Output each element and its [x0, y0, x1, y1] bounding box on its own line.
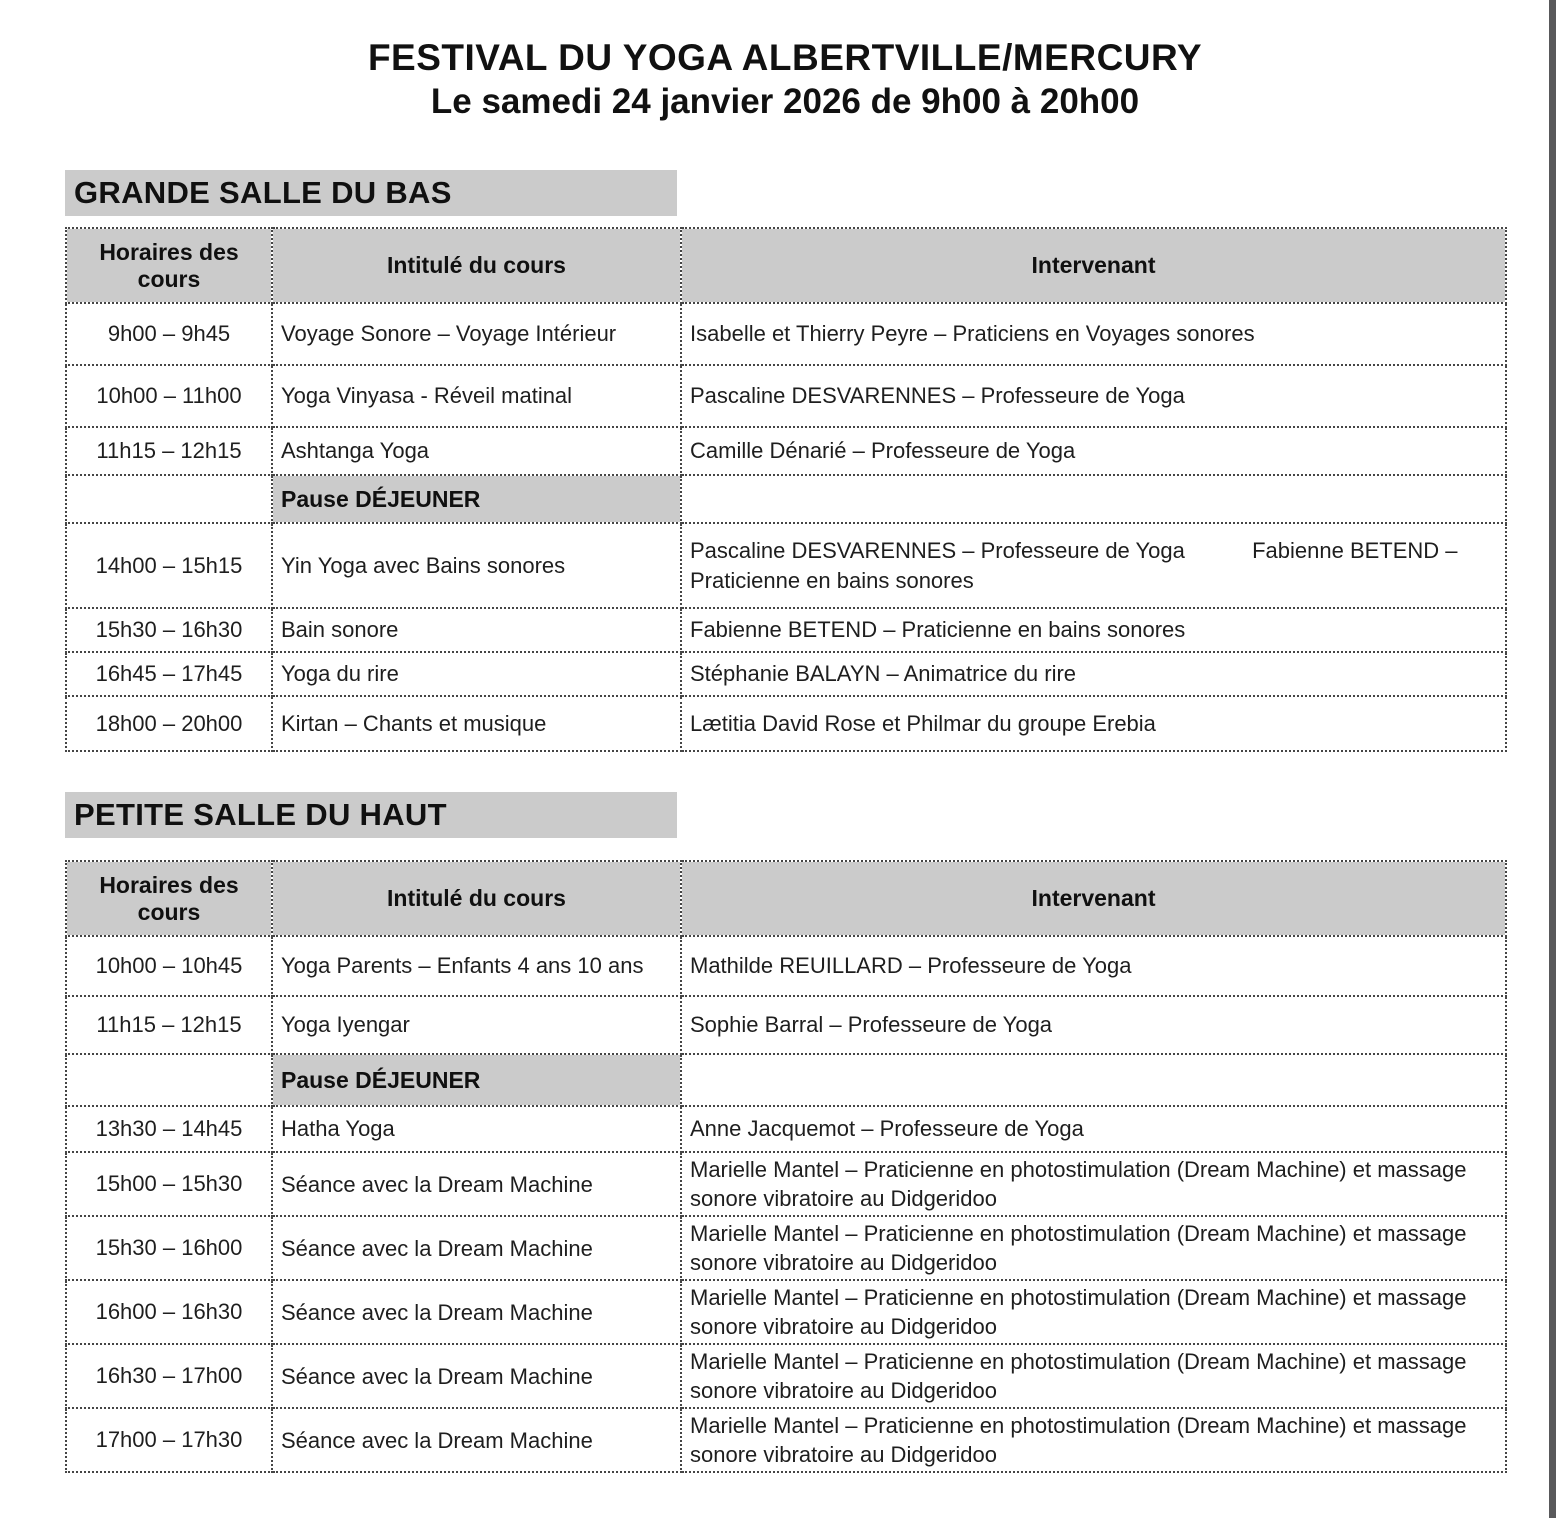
document-page: [65, 0, 1505, 1473]
table-row: [66, 303, 1506, 365]
speaker-cell: Marielle Mantel – Praticienne en photostimulation (Dream Machine) et massage sonore vibratoire au Didgeridoo: [681, 1216, 1506, 1280]
column-header-speaker: Intervenant: [681, 228, 1506, 303]
course-cell: Séance avec la Dream Machine: [272, 1280, 681, 1344]
speaker-cell: Marielle Mantel – Praticienne en photostimulation (Dream Machine) et massage sonore vibratoire au Didgeridoo: [681, 1344, 1506, 1408]
course-cell: Séance avec la Dream Machine: [272, 1216, 681, 1280]
time-cell: 9h00 – 9h45: [66, 303, 272, 365]
window-edge-strip: [1549, 0, 1556, 1518]
course-cell: Yin Yoga avec Bains sonores: [272, 523, 681, 608]
section-header-petite-salle: PETITE SALLE DU HAUT: [65, 792, 677, 838]
course-cell: Yoga du rire: [272, 652, 681, 696]
time-cell: 14h00 – 15h15: [66, 523, 272, 608]
table-row: [66, 1408, 1506, 1472]
time-cell: 10h00 – 10h45: [66, 936, 272, 996]
time-cell: 16h45 – 17h45: [66, 652, 272, 696]
speaker-cell: Marielle Mantel – Praticienne en photostimulation (Dream Machine) et massage sonore vibratoire au Didgeridoo: [681, 1408, 1506, 1472]
table-row: [66, 365, 1506, 427]
table-row: [66, 1216, 1506, 1280]
course-cell: Hatha Yoga: [272, 1106, 681, 1152]
table-row: [66, 608, 1506, 652]
table-row: [66, 1152, 1506, 1216]
time-cell: [66, 475, 272, 523]
time-cell: 17h00 – 17h30: [66, 1408, 272, 1472]
course-cell: Kirtan – Chants et musique: [272, 696, 681, 751]
time-cell: 15h30 – 16h00: [66, 1216, 272, 1280]
pause-cell: Pause DÉJEUNER: [272, 1054, 681, 1106]
column-header-time: Horaires des cours: [66, 228, 272, 303]
pause-row: [66, 1054, 1506, 1106]
table-row: [66, 1106, 1506, 1152]
speaker-cell: [681, 475, 1506, 523]
course-cell: Séance avec la Dream Machine: [272, 1344, 681, 1408]
course-cell: Yoga Vinyasa - Réveil matinal: [272, 365, 681, 427]
speaker-cell: Lætitia David Rose et Philmar du groupe Erebia: [681, 696, 1506, 751]
course-cell: Séance avec la Dream Machine: [272, 1408, 681, 1472]
document-title: [65, 36, 1505, 124]
pause-row: [66, 475, 1506, 523]
time-cell: 16h30 – 17h00: [66, 1344, 272, 1408]
speaker-cell: Stéphanie BALAYN – Animatrice du rire: [681, 652, 1506, 696]
time-cell: 13h30 – 14h45: [66, 1106, 272, 1152]
title-line-1: FESTIVAL DU YOGA ALBERTVILLE/MERCURY: [367, 37, 1203, 78]
time-cell: 18h00 – 20h00: [66, 696, 272, 751]
column-header-course: Intitulé du cours: [272, 861, 681, 936]
speaker-cell: Isabelle et Thierry Peyre – Praticiens en Voyages sonores: [681, 303, 1506, 365]
title-line-2: Le samedi 24 janvier 2026 de 9h00 à 20h00: [430, 82, 1140, 121]
speaker-cell: Anne Jacquemot – Professeure de Yoga: [681, 1106, 1506, 1152]
time-cell: 11h15 – 12h15: [66, 996, 272, 1054]
speaker-cell: Sophie Barral – Professeure de Yoga: [681, 996, 1506, 1054]
course-cell: Séance avec la Dream Machine: [272, 1152, 681, 1216]
course-cell: Voyage Sonore – Voyage Intérieur: [272, 303, 681, 365]
speaker-cell: Mathilde REUILLARD – Professeure de Yoga: [681, 936, 1506, 996]
speaker-cell: Marielle Mantel – Praticienne en photostimulation (Dream Machine) et massage sonore vibratoire au Didgeridoo: [681, 1280, 1506, 1344]
course-cell: Ashtanga Yoga: [272, 427, 681, 475]
speaker-cell: Pascaline DESVARENNES – Professeure de Yoga Fabienne BETEND – Praticienne en bains sonores: [681, 523, 1506, 608]
pause-cell: Pause DÉJEUNER: [272, 475, 681, 523]
table-row: [66, 1344, 1506, 1408]
table-header-row: [66, 228, 1506, 303]
time-cell: 16h00 – 16h30: [66, 1280, 272, 1344]
table-row: [66, 996, 1506, 1054]
table-row: [66, 936, 1506, 996]
schedule-table-grande-salle: [65, 227, 1507, 752]
table-row: [66, 427, 1506, 475]
table-row: [66, 1280, 1506, 1344]
table-row: [66, 696, 1506, 751]
column-header-time: Horaires des cours: [66, 861, 272, 936]
course-cell: Yoga Parents – Enfants 4 ans 10 ans: [272, 936, 681, 996]
speaker-cell: [681, 1054, 1506, 1106]
table-row: [66, 523, 1506, 608]
time-cell: 10h00 – 11h00: [66, 365, 272, 427]
table-header-row: [66, 861, 1506, 936]
speaker-cell: Fabienne BETEND – Praticienne en bains sonores: [681, 608, 1506, 652]
column-header-course: Intitulé du cours: [272, 228, 681, 303]
table-row: [66, 652, 1506, 696]
time-cell: [66, 1054, 272, 1106]
column-header-speaker: Intervenant: [681, 861, 1506, 936]
speaker-cell: Marielle Mantel – Praticienne en photostimulation (Dream Machine) et massage sonore vibratoire au Didgeridoo: [681, 1152, 1506, 1216]
time-cell: 11h15 – 12h15: [66, 427, 272, 475]
schedule-table-petite-salle: [65, 860, 1507, 1473]
time-cell: 15h30 – 16h30: [66, 608, 272, 652]
speaker-cell: Camille Dénarié – Professeure de Yoga: [681, 427, 1506, 475]
time-cell: 15h00 – 15h30: [66, 1152, 272, 1216]
course-cell: Yoga Iyengar: [272, 996, 681, 1054]
section-header-grande-salle: GRANDE SALLE DU BAS: [65, 170, 677, 216]
course-cell: Bain sonore: [272, 608, 681, 652]
speaker-cell: Pascaline DESVARENNES – Professeure de Yoga: [681, 365, 1506, 427]
